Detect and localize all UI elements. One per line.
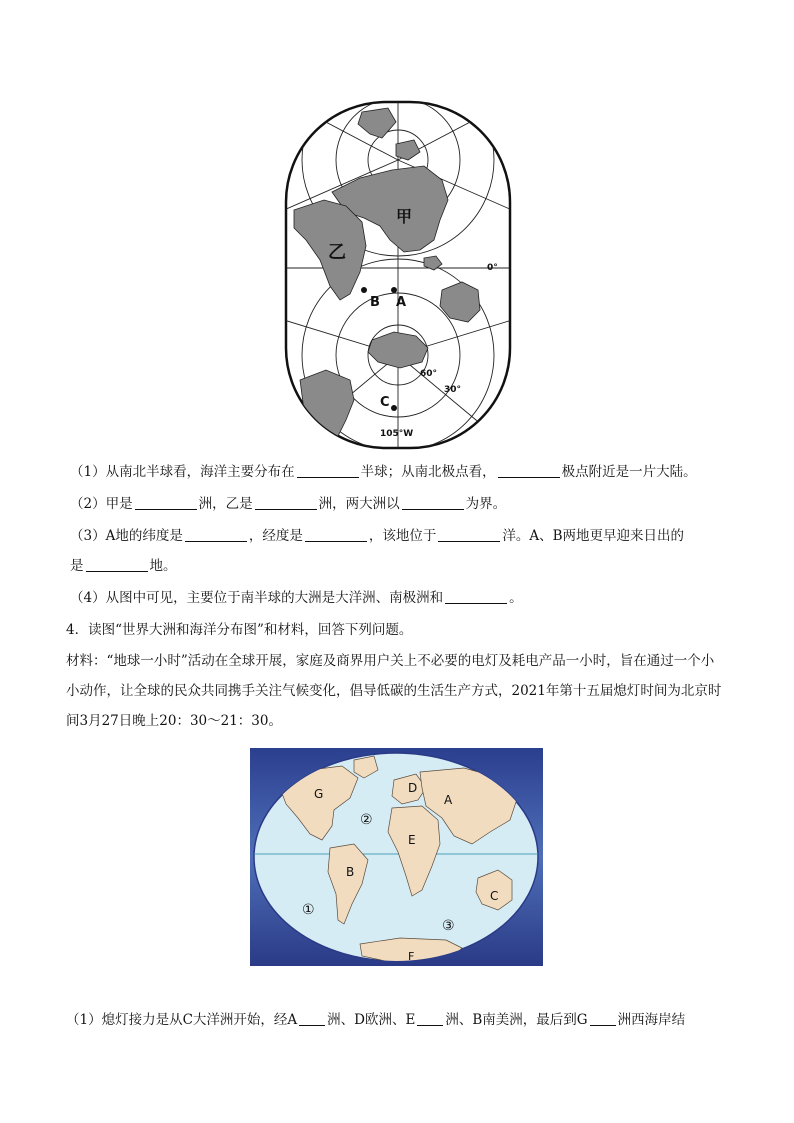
q4-p1-blank-2[interactable] [417, 1011, 443, 1026]
q3-p3-text-b: ，经度是 [248, 528, 303, 544]
q4-p1-blank-3[interactable] [590, 1011, 616, 1026]
q3-p3b-blank-1[interactable] [86, 557, 148, 572]
label-c: C [380, 395, 390, 410]
label-a: A [396, 295, 407, 310]
q4-line-1 [66, 1010, 746, 1030]
q3-line-3b [70, 556, 750, 576]
q4-material: 材料：“地球一小时”活动在全球开展，家庭及商界用户关上不必要的电灯及耗电产品一小时，旨在通过一个小小动作，让全球的民众共同携手关注气候变化，倡导低碳的生活生产方式，2021年第十五届熄灯时间为北京时间3月27日晚上20：30～21：30。 [66, 653, 722, 729]
hemisphere-map [284, 100, 512, 450]
world-map-figure [250, 748, 543, 966]
q3-p3-blank-2[interactable] [305, 527, 367, 542]
q3-p2-text-a: （2）甲是 [70, 496, 133, 512]
point-c [391, 405, 397, 411]
q3-p4-text-b: 。 [509, 590, 523, 606]
q3-p2-text-c: 洲，两大洲以 [318, 496, 400, 512]
map-label-d: D [408, 781, 418, 795]
label-jia: 甲 [396, 207, 413, 226]
q4-title: 4．读图“世界大洲和海洋分布图”和材料，回答下列问题。 [66, 622, 413, 638]
q4-p1-text-d: 洲西海岸结 [617, 1012, 686, 1028]
q3-p3-text-a: （3）A地的纬度是 [70, 528, 183, 544]
hemisphere-map-figure [284, 100, 512, 450]
q3-p2-blank-2[interactable] [255, 495, 317, 510]
q3-line-2 [70, 494, 750, 514]
world-map [250, 748, 543, 966]
label-lon105w: 105°W [380, 429, 414, 439]
q3-p2-text-d: 为界。 [465, 496, 507, 512]
label-b: B [370, 295, 380, 310]
map-label-b: B [346, 865, 355, 879]
label-zero-lat: 0° [487, 263, 498, 273]
q3-p1-text-b: 半球；从南北极点看， [360, 464, 496, 480]
map-label-e: E [408, 833, 416, 847]
q4-p1-text-b: 洲、D欧洲、E [327, 1012, 416, 1028]
point-a [391, 287, 397, 293]
q3-p3-blank-1[interactable] [185, 527, 247, 542]
q4-p1-text-a: （1）熄灯接力是从C大洋洲开始，经A [66, 1012, 298, 1028]
q3-p2-text-b: 洲，乙是 [198, 496, 253, 512]
q3-p3-blank-3[interactable] [438, 527, 500, 542]
map-label-ocean-3: ③ [442, 918, 455, 934]
q4-p1-blank-1[interactable] [299, 1011, 325, 1026]
q3-p3-text-d: 洋。A、B两地更早迎来日出的 [502, 528, 685, 544]
q3-p3-text-c: ，该地位于 [368, 528, 437, 544]
map-label-g: G [314, 787, 324, 801]
label-lat30: 30° [444, 385, 462, 395]
map-label-f: F [408, 950, 415, 963]
map-label-ocean-1: ① [302, 902, 315, 918]
q3-p4-text-a: （4）从图中可见，主要位于南半球的大洲是大洋洲、南极洲和 [70, 590, 444, 606]
point-b [361, 287, 367, 293]
q3-p3b-text-a: 是 [70, 558, 84, 574]
map-label-ocean-2: ② [360, 812, 373, 828]
q3-p1-blank-1[interactable] [297, 463, 359, 478]
label-lat60: 60° [420, 369, 438, 379]
label-yi: 乙 [328, 242, 346, 263]
q3-p1-text-c: 极点附近是一片大陆。 [561, 464, 697, 480]
q4-p1-text-c: 洲、B南美洲，最后到G [445, 1012, 588, 1028]
q3-line-1 [70, 462, 750, 482]
q3-p3b-text-b: 地。 [149, 558, 177, 574]
q3-line-3 [70, 526, 750, 546]
q3-p2-blank-3[interactable] [402, 495, 464, 510]
q3-p1-text-a: （1）从南北半球看，海洋主要分布在 [70, 464, 295, 480]
map-label-c: C [490, 889, 499, 903]
map-label-a: A [444, 793, 453, 807]
q3-p4-blank-1[interactable] [445, 589, 507, 604]
q3-line-4 [70, 588, 750, 608]
q3-p1-blank-2[interactable] [498, 463, 560, 478]
q3-p2-blank-1[interactable] [135, 495, 197, 510]
